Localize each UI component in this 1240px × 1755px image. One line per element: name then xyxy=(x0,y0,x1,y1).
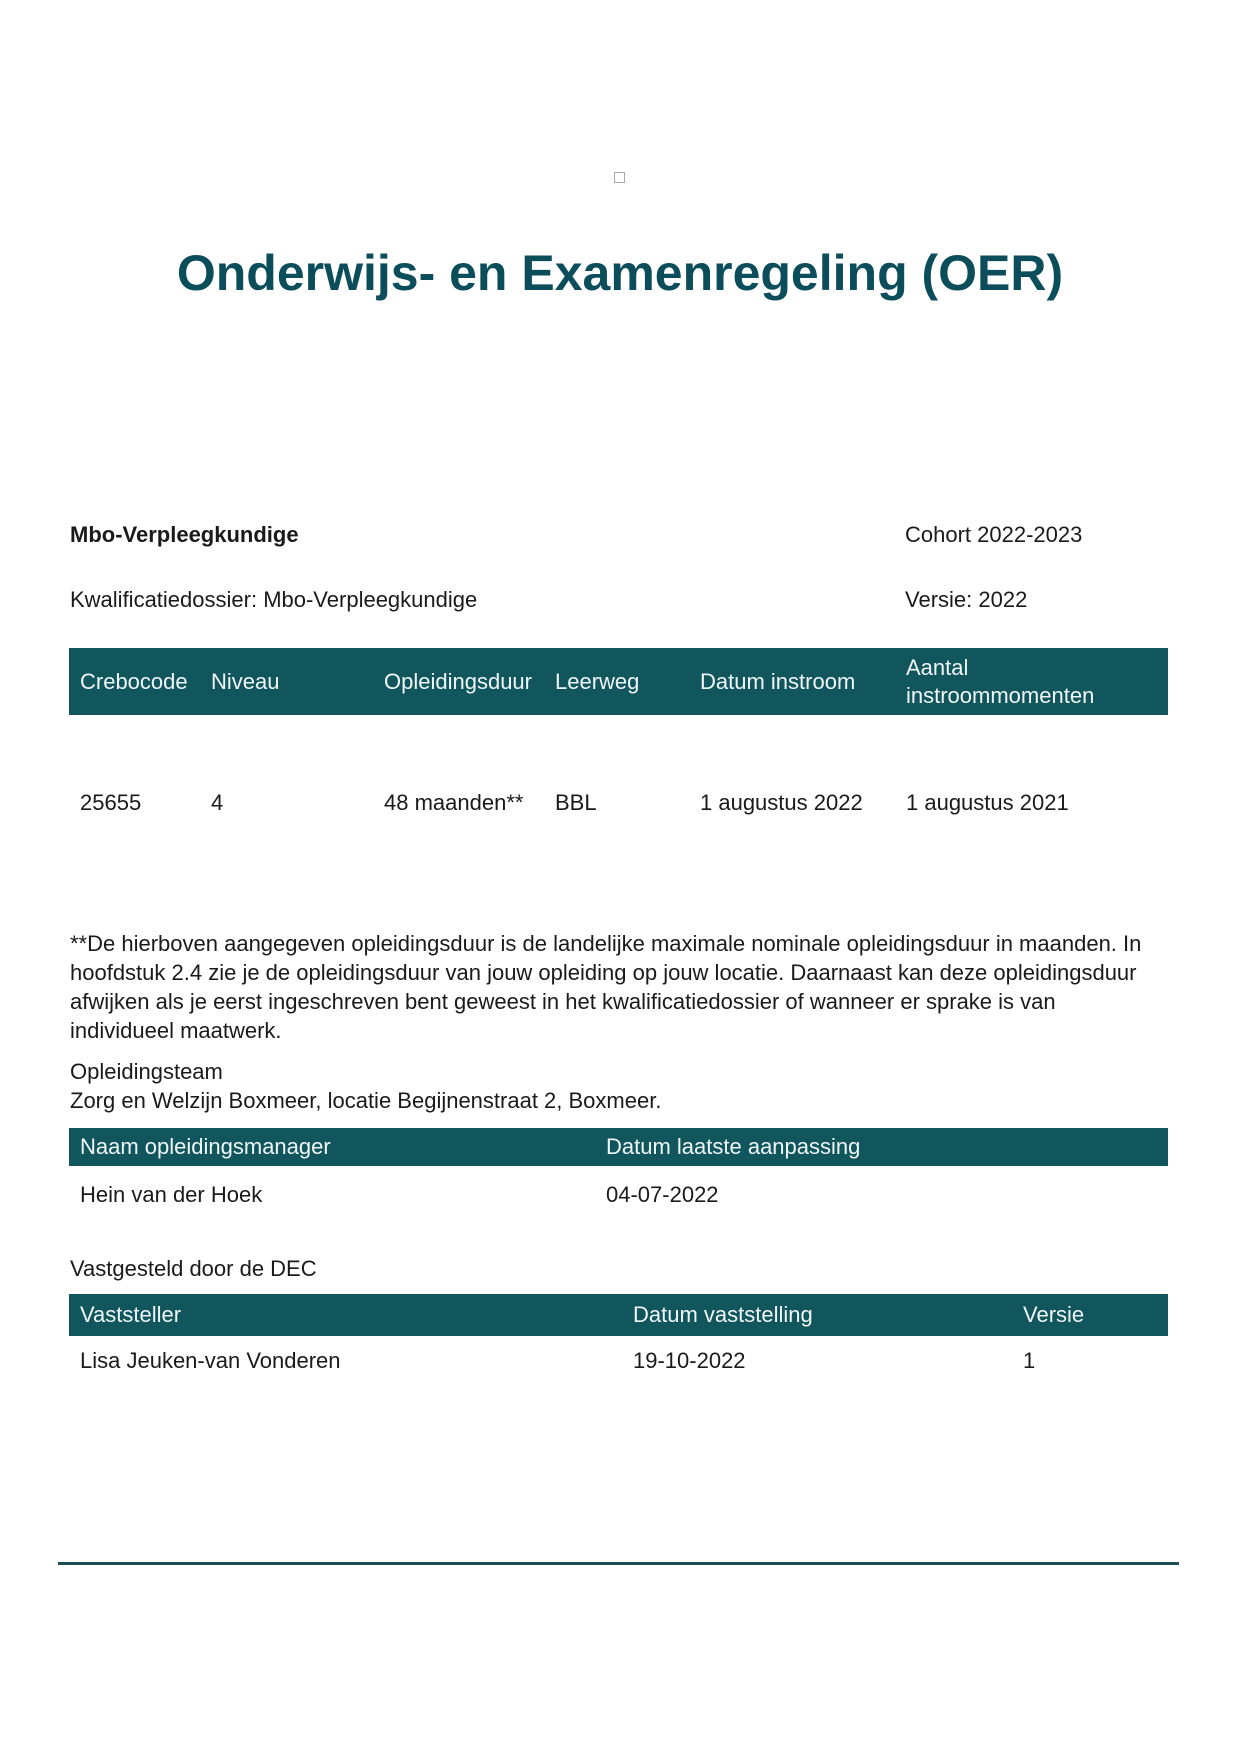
opleidingsteam-block xyxy=(70,1057,661,1115)
col-header-datum-instroom: Datum instroom xyxy=(700,668,856,694)
opleidingsteam-value: Zorg en Welzijn Boxmeer, locatie Begijnenstraat 2, Boxmeer. xyxy=(70,1088,662,1113)
dec-table-row xyxy=(69,1347,1168,1375)
dec-approval-label: Vastgesteld door de DEC xyxy=(70,1256,317,1281)
col-header-leerweg: Leerweg xyxy=(555,668,640,694)
duration-footnote: **De hierboven aangegeven opleidingsduur is de landelijke maximale nominale opleidingsduur in maanden. In hoofdstuk 2.4 zie je de opleidingsduur van jouw opleiding op jouw locatie. Daarnaast kan deze opleidingsduur afwijken als je eerst ingeschreven bent geweest in het kwalificatiedossier of wanneer er sprake is van individueel maatwerk. xyxy=(70,931,1142,1043)
cell-niveau: 4 xyxy=(211,790,224,815)
program-table-row xyxy=(69,789,1168,817)
col-header-aantal-instroommomenten: Aantal instroommomenten xyxy=(906,654,1095,708)
cell-vaststeller: Lisa Jeuken-van Vonderen xyxy=(80,1348,341,1373)
col-header-opleidingsduur: Opleidingsduur xyxy=(384,668,532,694)
col-header-naam-opleidingsmanager: Naam opleidingsmanager xyxy=(80,1134,331,1159)
manager-table-row xyxy=(69,1181,1168,1209)
col-header-crebocode: Crebocode xyxy=(80,668,188,694)
dec-table-header xyxy=(69,1294,1168,1336)
cell-datum-instroom: 1 augustus 2022 xyxy=(700,790,863,815)
cell-crebocode: 25655 xyxy=(80,790,142,815)
cell-manager-name: Hein van der Hoek xyxy=(80,1182,263,1207)
cell-aantal-instroommomenten: 1 augustus 2021 xyxy=(906,790,1069,815)
cell-leerweg: BBL xyxy=(555,790,597,815)
qualification-dossier: Kwalificatiedossier: Mbo-Verpleegkundige xyxy=(70,587,478,612)
col-header-versie: Versie xyxy=(1023,1302,1085,1327)
cohort-value: Cohort 2022-2023 xyxy=(905,522,1083,547)
cell-versie: 1 xyxy=(1023,1348,1036,1373)
manager-table-header xyxy=(69,1128,1168,1166)
image-placeholder-icon xyxy=(614,172,625,183)
program-name: Mbo-Verpleegkundige xyxy=(70,522,299,547)
col-header-niveau: Niveau xyxy=(211,668,280,694)
program-table-header xyxy=(69,648,1168,715)
col-header-vaststeller: Vaststeller xyxy=(80,1302,182,1327)
col-header-datum-vaststelling: Datum vaststelling xyxy=(633,1302,813,1327)
cell-opleidingsduur: 48 maanden** xyxy=(384,790,524,815)
version-value: Versie: 2022 xyxy=(905,587,1028,612)
document-title: Onderwijs- en Examenregeling (OER) xyxy=(176,245,1064,301)
opleidingsteam-label: Opleidingsteam xyxy=(70,1059,223,1084)
cell-last-modified-date: 04-07-2022 xyxy=(606,1182,719,1207)
col-header-datum-laatste-aanpassing: Datum laatste aanpassing xyxy=(606,1134,861,1159)
cell-datum-vaststelling: 19-10-2022 xyxy=(633,1348,746,1373)
footer-divider xyxy=(58,1562,1179,1565)
